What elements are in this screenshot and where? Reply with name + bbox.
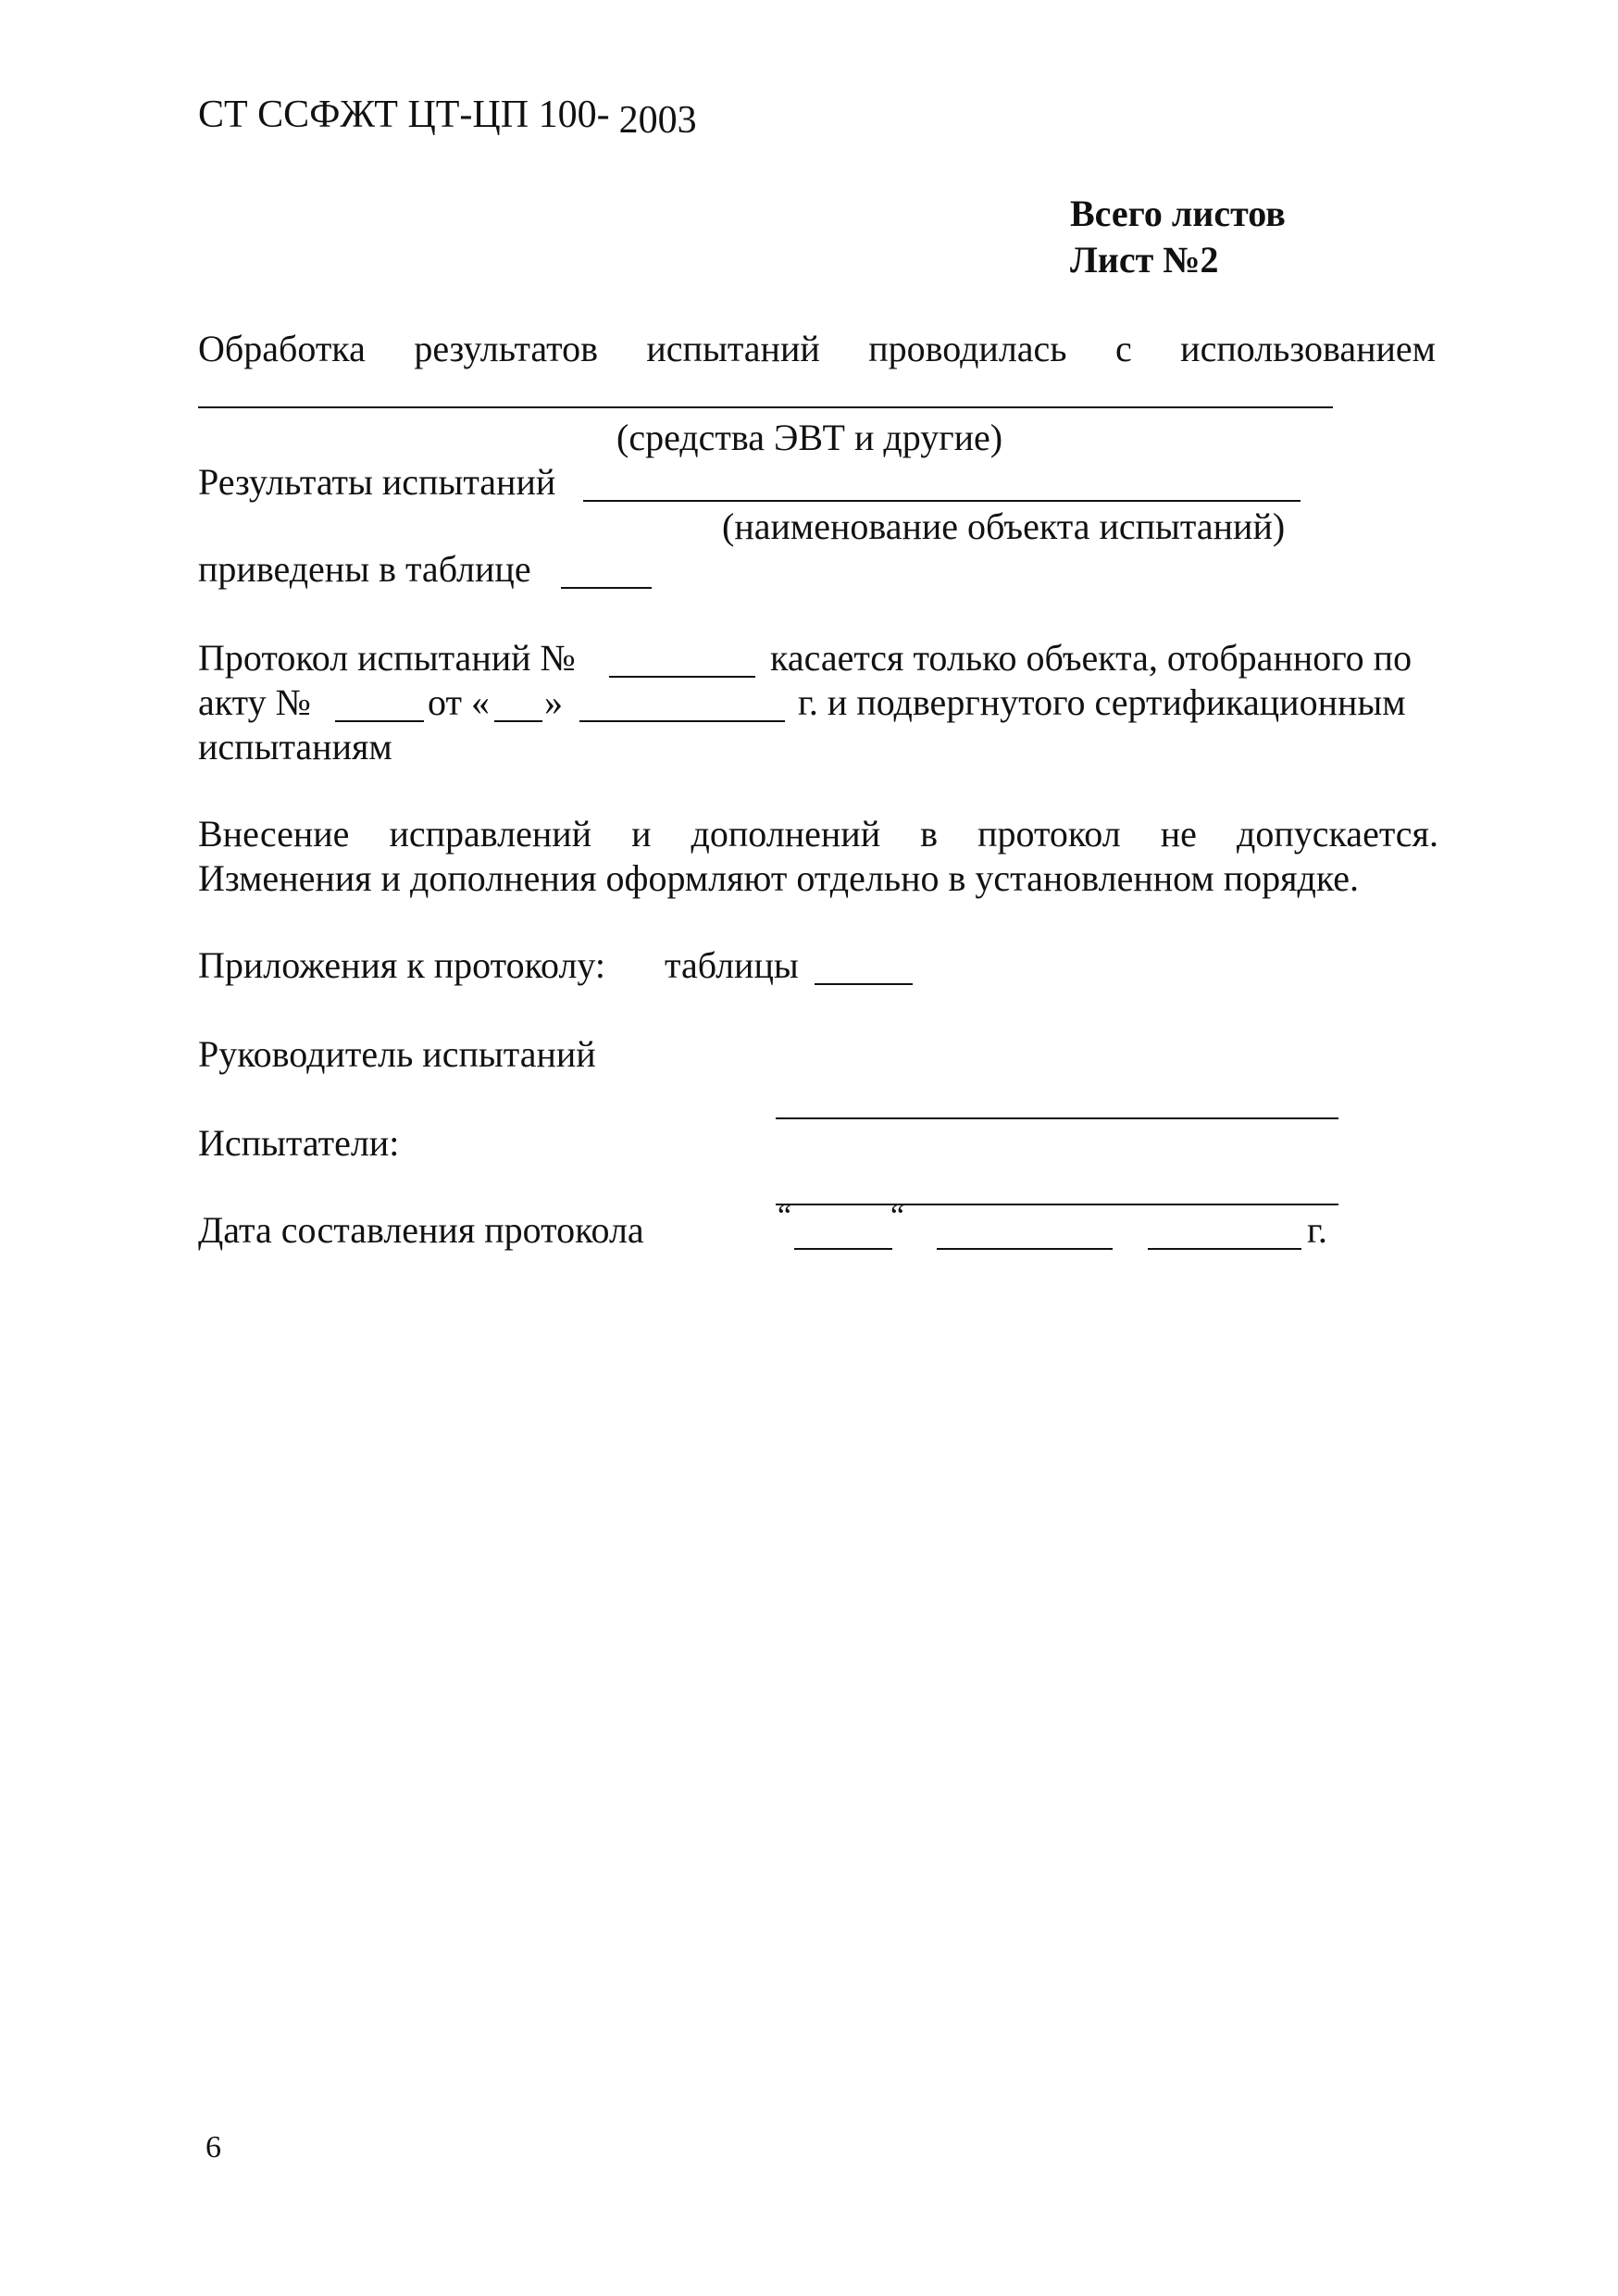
processing-means-caption: (средства ЭВТ и другие) (616, 417, 1003, 458)
date-year-blank (1148, 1248, 1301, 1250)
protocol-scope-text: касается только объекта, отобранного по (770, 637, 1413, 679)
protocol-number-blank (609, 676, 755, 678)
test-head-label: Руководитель испытаний (198, 1033, 596, 1075)
date-quote-open: “ (778, 1199, 792, 1233)
date-year-suffix: г. (1307, 1209, 1327, 1251)
act-month-blank (579, 720, 785, 722)
corrections-line-1 (198, 813, 1438, 855)
processing-sentence (198, 328, 1436, 370)
protocol-date-label: Дата составления протокола (198, 1209, 644, 1251)
results-table-label: приведены в таблице (198, 548, 531, 590)
corrections-word: и (631, 813, 652, 855)
date-day-blank (794, 1248, 892, 1250)
corrections-word: исправлений (389, 813, 592, 855)
act-day-blank (494, 720, 542, 722)
corrections-word: Внесение (198, 813, 350, 855)
appendix-tables-blank (815, 983, 913, 985)
results-label: Результаты испытаний (198, 461, 556, 503)
document-code-year: 2003 (618, 99, 697, 142)
corrections-word: дополнений (691, 813, 881, 855)
corrections-word: допускается. (1236, 813, 1438, 855)
document-code-prefix: СТ ССФЖТ ЦТ-ЦП 100- (198, 94, 610, 136)
date-quote-close: “ (890, 1199, 905, 1233)
corrections-word: в (920, 813, 939, 855)
testers-label: Испытатели: (198, 1122, 400, 1164)
corrections-word: не (1160, 813, 1197, 855)
processing-word: испытаний (646, 328, 820, 369)
document-code (198, 93, 697, 142)
total-sheets-label: Всего листов (1070, 193, 1286, 234)
testers-signature-line (776, 1204, 1338, 1205)
appendix-label: Приложения к протоколу: (198, 944, 606, 986)
corrections-line-2: Изменения и дополнения оформляют отдельно в установленном порядке. (198, 857, 1360, 899)
processing-word: проводилась (868, 328, 1067, 369)
act-date-open: от « (428, 681, 490, 723)
protocol-last-line: испытаниям (198, 726, 392, 767)
page-number: 6 (205, 2130, 221, 2165)
corrections-word: протокол (977, 813, 1121, 855)
processing-means-blank (198, 406, 1333, 408)
act-number-blank (335, 720, 424, 722)
act-number-label: акту № (198, 681, 311, 723)
results-table-blank (561, 587, 652, 589)
test-object-blank (583, 500, 1301, 502)
sheet-number-label: Лист №2 (1070, 239, 1219, 281)
processing-word: с (1114, 328, 1132, 369)
protocol-number-label: Протокол испытаний № (198, 637, 576, 679)
act-date-close: » (544, 681, 563, 723)
act-certification-text: г. и подвергнутого сертификационным (798, 681, 1406, 723)
appendix-tables-label: таблицы (665, 944, 799, 986)
processing-word: результатов (414, 328, 598, 369)
test-head-signature-line (776, 1117, 1338, 1119)
date-month-blank (937, 1248, 1113, 1250)
test-object-caption: (наименование объекта испытаний) (722, 505, 1286, 547)
processing-word: Обработка (198, 328, 366, 369)
processing-word: использованием (1180, 328, 1436, 369)
